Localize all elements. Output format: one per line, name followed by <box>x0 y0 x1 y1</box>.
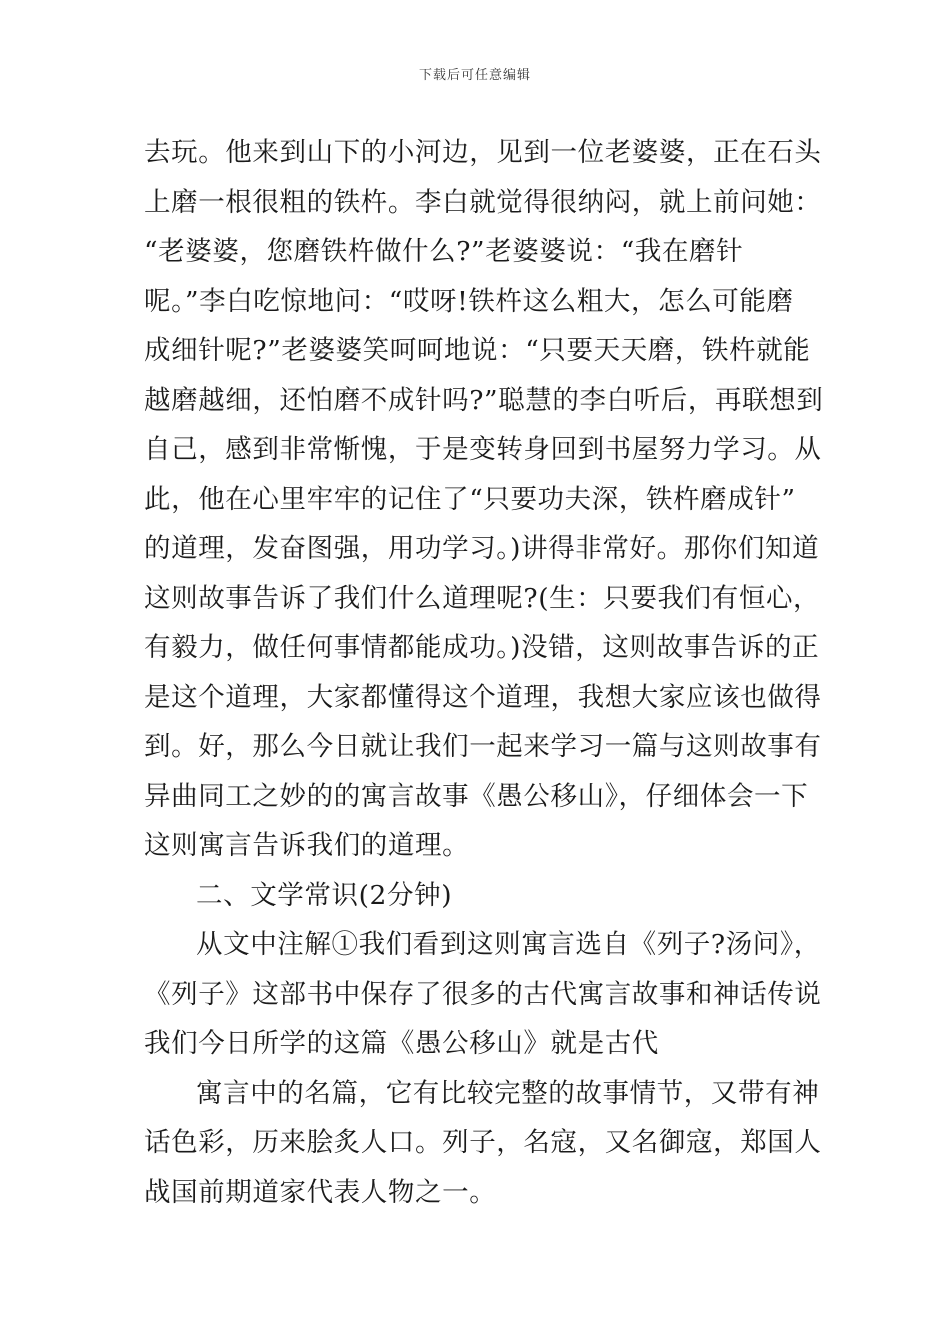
text-line: 到。好，那么今日就让我们一起来学习一篇与这则故事有 <box>144 731 822 762</box>
text-line: 从文中注解①我们看到这则寓言选自《列子?汤问》， <box>196 929 821 960</box>
text-line: 越磨越细，还怕磨不成针吗?”聪慧的李白听后，再联想到 <box>144 384 824 416</box>
text-line: 话色彩，历来脍炙人口。列子，名寇，又名御寇，郑国人 <box>144 1127 822 1158</box>
text-line: 寓言中的名篇，它有比较完整的故事情节，又带有神 <box>196 1077 820 1109</box>
section-heading: 二、文学常识(2分钟) <box>196 879 453 911</box>
text-line: 我们今日所学的这篇《愚公移山》就是古代 <box>144 1028 659 1059</box>
text-line: 成细针呢?”老婆婆笑呵呵地说：“只要天天磨，铁杵就能 <box>144 335 811 366</box>
document-body <box>144 128 824 1217</box>
text-line: “老婆婆，您磨铁杵做什么?”老婆婆说：“我在磨针 <box>144 236 744 267</box>
page-header: 下载后可任意编辑 <box>418 68 531 83</box>
text-line: 去玩。他来到山下的小河边，见到一位老婆婆，正在石头 <box>144 137 822 168</box>
text-line: 是这个道理，大家都懂得这个道理，我想大家应该也做得 <box>144 681 822 713</box>
text-line: 《列子》这部书中保存了很多的古代寓言故事和神话传说 <box>144 978 822 1010</box>
text-line: 上磨一根很粗的铁杵。李白就觉得很纳闷，就上前问她： <box>144 186 822 218</box>
text-line: 自己，感到非常惭愧，于是变转身回到书屋努力学习。从 <box>144 434 822 465</box>
text-line: 这则故事告诉了我们什么道理呢?(生：只要我们有恒心， <box>144 582 821 614</box>
text-line: 此，他在心里牢牢的记住了“只要功夫深，铁杵磨成针” <box>144 483 796 515</box>
text-line: 呢。”李白吃惊地问：“哎呀!铁杵这么粗大，怎么可能磨 <box>144 285 794 317</box>
text-line: 异曲同工之妙的的寓言故事《愚公移山》，仔细体会一下 <box>144 780 809 812</box>
text-line: 的道理，发奋图强，用功学习。)讲得非常好。那你们知道 <box>144 533 820 564</box>
text-line: 战国前期道家代表人物之一。 <box>144 1176 497 1208</box>
text-line: 这则寓言告诉我们的道理。 <box>144 830 470 861</box>
text-line: 有毅力，做任何事情都能成功。)没错，这则故事告诉的正 <box>144 632 820 663</box>
